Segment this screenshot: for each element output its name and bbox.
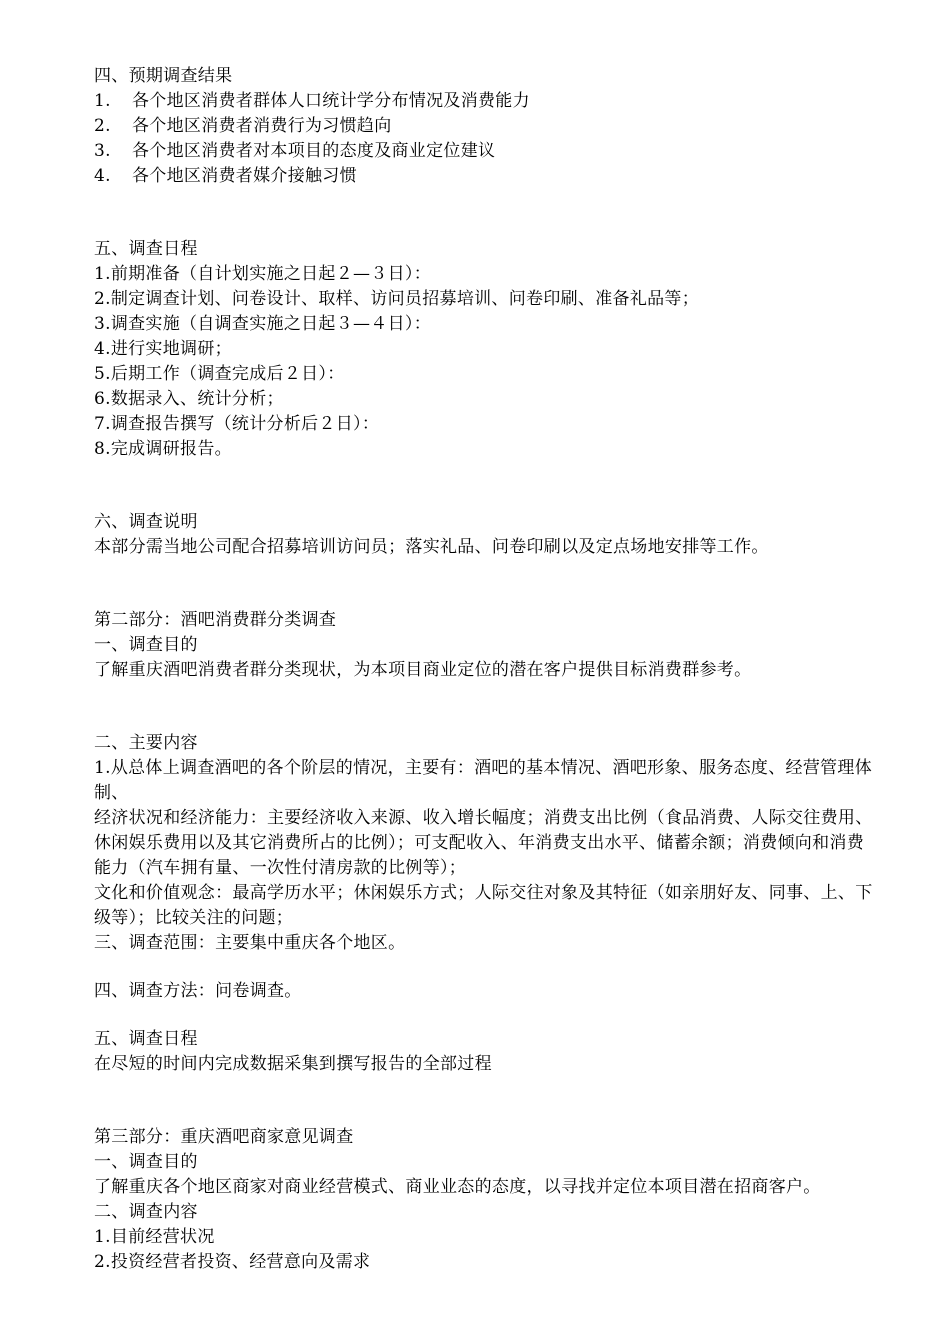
list-item: 2.投资经营者投资、经营意向及需求 bbox=[94, 1252, 371, 1272]
paragraph: 1.从总体上调查酒吧的各个阶层的情况，主要有：酒吧的基本情况、酒吧形象、服务态度、经营管理体制、 bbox=[94, 758, 873, 803]
list-item: 2.制定调查计划、问卷设计、取样、访问员招募培训、问卷印刷、准备礼品等； bbox=[94, 289, 700, 309]
list-item: 1.前期准备（自计划实施之日起２—３日）： bbox=[94, 264, 432, 284]
list-number: 1. bbox=[94, 91, 111, 111]
section-heading: 二、调查内容 bbox=[94, 1202, 198, 1222]
paragraph: 了解重庆各个地区商家对商业经营模式、商业业态的态度，以寻找并定位本项目潜在招商客户。 bbox=[94, 1177, 821, 1197]
list-item: 6.数据录入、统计分析； bbox=[94, 389, 284, 409]
section-heading: 一、调查目的 bbox=[94, 635, 198, 655]
document-page bbox=[94, 64, 894, 1275]
list-text: 各个地区消费者消费行为习惯趋向 bbox=[132, 116, 392, 136]
list-text: 各个地区消费者对本项目的态度及商业定位建议 bbox=[132, 141, 496, 161]
list-item: 8.完成调研报告。 bbox=[94, 439, 232, 459]
section-heading: 五、调查日程 bbox=[94, 239, 198, 259]
list-item: 3.调查实施（自调查实施之日起３—４日）： bbox=[94, 314, 432, 334]
paragraph: 了解重庆酒吧消费者群分类现状，为本项目商业定位的潜在客户提供目标消费群参考。 bbox=[94, 660, 752, 680]
list-text: 各个地区消费者群体人口统计学分布情况及消费能力 bbox=[132, 91, 530, 111]
list-number: 3. bbox=[94, 141, 111, 161]
section-heading: 四、预期调查结果 bbox=[94, 66, 233, 86]
list-item bbox=[94, 139, 894, 164]
section-heading: 一、调查目的 bbox=[94, 1152, 198, 1172]
paragraph: 文化和价值观念：最高学历水平；休闲娱乐方式；人际交往对象及其特征（如亲朋好友、同事、上、下级等）；比较关注的问题； bbox=[94, 883, 873, 928]
section-heading: 三、调查范围：主要集中重庆各个地区。 bbox=[94, 933, 406, 953]
section-heading: 二、主要内容 bbox=[94, 733, 198, 753]
list-number: 2. bbox=[94, 116, 111, 136]
list-item: 7.调查报告撰写（统计分析后２日）： bbox=[94, 414, 380, 434]
part-heading: 第三部分：重庆酒吧商家意见调查 bbox=[94, 1127, 354, 1147]
paragraph: 经济状况和经济能力：主要经济收入来源、收入增长幅度；消费支出比例（食品消费、人际交往费用、休闲娱乐费用以及其它消费所占的比例）；可支配收入、年消费支出水平、储蓄余额；消费倾向和消费能力（汽车拥有量、一次性付清房款的比例等）； bbox=[94, 808, 873, 878]
list-item: 1.目前经营状况 bbox=[94, 1227, 215, 1247]
section-heading: 六、调查说明 bbox=[94, 512, 198, 532]
list-text: 各个地区消费者媒介接触习惯 bbox=[132, 166, 357, 186]
paragraph: 本部分需当地公司配合招募培训访问员；落实礼品、问卷印刷以及定点场地安排等工作。 bbox=[94, 537, 769, 557]
section-heading: 四、调查方法：问卷调查。 bbox=[94, 981, 302, 1001]
section-heading: 五、调查日程 bbox=[94, 1029, 198, 1049]
list-item: 4.进行实地调研； bbox=[94, 339, 232, 359]
part-heading: 第二部分：酒吧消费群分类调查 bbox=[94, 610, 337, 630]
list-item bbox=[94, 164, 894, 189]
list-number: 4. bbox=[94, 166, 111, 186]
list-item bbox=[94, 89, 894, 114]
list-item bbox=[94, 114, 894, 139]
paragraph: 在尽短的时间内完成数据采集到撰写报告的全部过程 bbox=[94, 1054, 492, 1074]
list-item: 5.后期工作（调查完成后２日）： bbox=[94, 364, 345, 384]
